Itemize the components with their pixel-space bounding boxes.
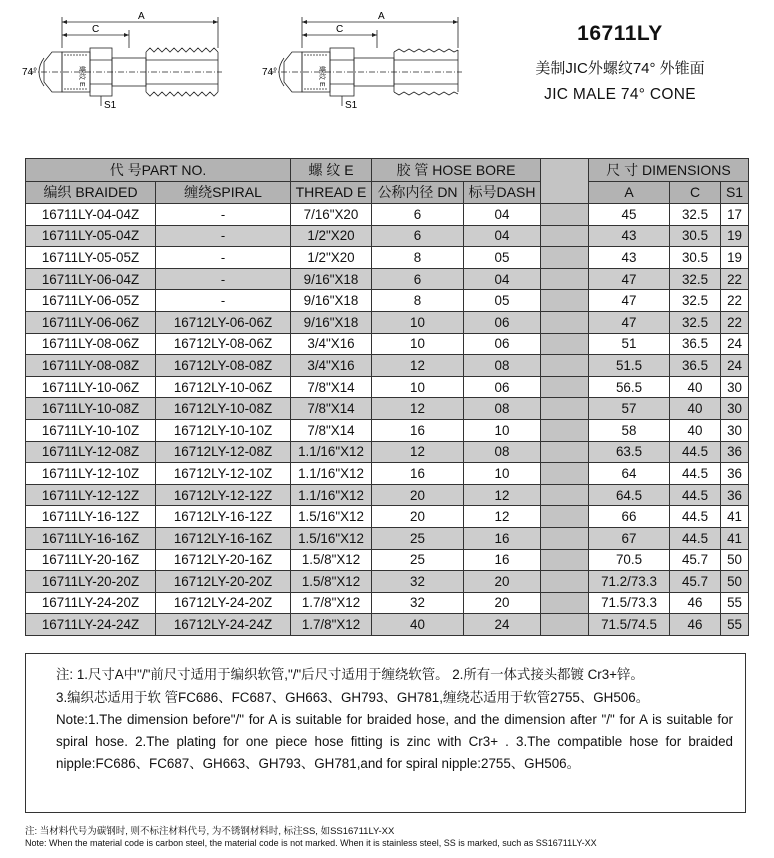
cell-thread: 1.1/16"X12	[291, 463, 372, 485]
cell-c: 44.5	[670, 484, 721, 506]
cell-blank	[541, 247, 589, 269]
cell-spiral: 16712LY-20-20Z	[156, 571, 291, 593]
cell-thread: 7/8"X14	[291, 398, 372, 420]
braided-fitting-drawing	[22, 8, 227, 118]
cell-spiral: -	[156, 204, 291, 226]
svg-text:C: C	[336, 24, 344, 35]
cell-dn: 12	[372, 441, 464, 463]
svg-text:C: C	[92, 24, 100, 35]
cell-spiral: -	[156, 225, 291, 247]
spec-table	[25, 158, 749, 636]
cell-a: 51.5	[589, 355, 670, 377]
cell-s1: 36	[721, 441, 749, 463]
cell-braided: 16711LY-20-20Z	[26, 571, 156, 593]
cell-braided: 16711LY-10-08Z	[26, 398, 156, 420]
cell-spiral: 16712LY-12-12Z	[156, 484, 291, 506]
cell-thread: 7/8"X14	[291, 419, 372, 441]
cell-s1: 30	[721, 419, 749, 441]
svg-text:螺纹 E: 螺纹 E	[318, 66, 325, 87]
cell-thread: 1/2"X20	[291, 247, 372, 269]
table-row	[26, 376, 749, 398]
cell-s1: 41	[721, 506, 749, 528]
cell-c: 30.5	[670, 225, 721, 247]
cell-c: 40	[670, 419, 721, 441]
cell-blank	[541, 311, 589, 333]
table-row	[26, 268, 749, 290]
cell-s1: 19	[721, 225, 749, 247]
cell-dn: 40	[372, 614, 464, 636]
cell-blank	[541, 527, 589, 549]
cell-spiral: 16712LY-16-12Z	[156, 506, 291, 528]
cell-thread: 1.7/8"X12	[291, 614, 372, 636]
cell-thread: 3/4"X16	[291, 333, 372, 355]
cell-spiral: 16712LY-08-08Z	[156, 355, 291, 377]
svg-text:74°: 74°	[262, 67, 278, 78]
cell-a: 67	[589, 527, 670, 549]
cell-c: 45.7	[670, 549, 721, 571]
header-blank	[541, 159, 589, 204]
cell-c: 40	[670, 376, 721, 398]
cell-spiral: 16712LY-12-08Z	[156, 441, 291, 463]
page-title: 16711LY	[577, 22, 663, 45]
cell-spiral: -	[156, 290, 291, 312]
cell-thread: 9/16"X18	[291, 290, 372, 312]
spiral-fitting-drawing	[262, 8, 467, 118]
cell-braided: 16711LY-16-16Z	[26, 527, 156, 549]
header-a: A	[589, 181, 670, 204]
header-thread-en: THREAD E	[291, 181, 372, 204]
cell-a: 43	[589, 247, 670, 269]
cell-dash: 05	[464, 290, 541, 312]
cell-dash: 05	[464, 247, 541, 269]
cell-s1: 22	[721, 268, 749, 290]
header-part-no: 代 号PART NO.	[26, 159, 291, 182]
cell-thread: 9/16"X18	[291, 268, 372, 290]
cell-braided: 16711LY-04-04Z	[26, 204, 156, 226]
cell-blank	[541, 398, 589, 420]
cell-s1: 41	[721, 527, 749, 549]
cell-spiral: 16712LY-12-10Z	[156, 463, 291, 485]
cell-c: 32.5	[670, 290, 721, 312]
subtitle-chinese: 美制JIC外螺纹74° 外锥面	[535, 60, 705, 77]
cell-a: 47	[589, 290, 670, 312]
cell-dash: 08	[464, 355, 541, 377]
cell-a: 63.5	[589, 441, 670, 463]
cell-braided: 16711LY-20-16Z	[26, 549, 156, 571]
cell-c: 32.5	[670, 204, 721, 226]
cell-s1: 36	[721, 463, 749, 485]
cell-thread: 7/16"X20	[291, 204, 372, 226]
cell-c: 40	[670, 398, 721, 420]
cell-dash: 12	[464, 506, 541, 528]
cell-blank	[541, 333, 589, 355]
cell-a: 66	[589, 506, 670, 528]
table-row	[26, 484, 749, 506]
cell-spiral: 16712LY-24-24Z	[156, 614, 291, 636]
cell-thread: 1.7/8"X12	[291, 592, 372, 614]
cell-c: 45.7	[670, 571, 721, 593]
cell-dash: 10	[464, 419, 541, 441]
footer-note-en: Note: When the material code is carbon steel, the material code is not marked. When it is stainless steel, SS is marked, such as SS16711LY-XX	[25, 838, 597, 848]
cell-blank	[541, 419, 589, 441]
cell-braided: 16711LY-08-06Z	[26, 333, 156, 355]
cell-dn: 8	[372, 247, 464, 269]
svg-text:螺纹 E: 螺纹 E	[78, 66, 85, 87]
cell-dash: 08	[464, 398, 541, 420]
cell-braided: 16711LY-05-05Z	[26, 247, 156, 269]
cell-blank	[541, 204, 589, 226]
cell-dn: 25	[372, 549, 464, 571]
cell-a: 71.5/73.3	[589, 592, 670, 614]
cell-dn: 6	[372, 225, 464, 247]
cell-s1: 30	[721, 398, 749, 420]
cell-s1: 17	[721, 204, 749, 226]
cell-c: 44.5	[670, 506, 721, 528]
cell-blank	[541, 549, 589, 571]
cell-blank	[541, 268, 589, 290]
header-s1: S1	[721, 181, 749, 204]
cell-spiral: 16712LY-20-16Z	[156, 549, 291, 571]
cell-spiral: 16712LY-10-10Z	[156, 419, 291, 441]
cell-dn: 32	[372, 571, 464, 593]
cell-braided: 16711LY-24-24Z	[26, 614, 156, 636]
cell-a: 56.5	[589, 376, 670, 398]
cell-dn: 8	[372, 290, 464, 312]
note-en: Note:1.The dimension before"/" for A is suitable for braided hose, and the dimension after "/" for A is suitable for spiral hose. 2.The plating for one piece hose fitting is zinc with Cr3+ . 3.The compatible hose for braided nipple:FC686、FC687、GH663、GH793、GH781,and for spiral nipple:2755、GH506。	[56, 712, 733, 771]
cell-dn: 16	[372, 419, 464, 441]
cell-s1: 24	[721, 333, 749, 355]
table-row	[26, 290, 749, 312]
cell-dn: 6	[372, 204, 464, 226]
cell-thread: 1.5/8"X12	[291, 549, 372, 571]
cell-spiral: 16712LY-06-06Z	[156, 311, 291, 333]
svg-text:74°: 74°	[22, 67, 38, 78]
cell-a: 64	[589, 463, 670, 485]
table-row	[26, 355, 749, 377]
cell-blank	[541, 463, 589, 485]
cell-dn: 32	[372, 592, 464, 614]
cell-dn: 16	[372, 463, 464, 485]
cell-dash: 10	[464, 463, 541, 485]
cell-a: 58	[589, 419, 670, 441]
cell-braided: 16711LY-08-08Z	[26, 355, 156, 377]
cell-c: 44.5	[670, 463, 721, 485]
cell-s1: 50	[721, 571, 749, 593]
cell-blank	[541, 506, 589, 528]
cell-s1: 36	[721, 484, 749, 506]
cell-a: 57	[589, 398, 670, 420]
cell-dash: 20	[464, 571, 541, 593]
footer-note-cn: 注: 当材料代号为碳钢时, 则不标注材料代号, 为不锈钢材料时, 标注SS, 如SS16711LY-XX	[25, 826, 395, 837]
cell-thread: 1.1/16"X12	[291, 441, 372, 463]
cell-braided: 16711LY-05-04Z	[26, 225, 156, 247]
subtitle-english: JIC MALE 74° CONE	[544, 86, 696, 103]
cell-a: 64.5	[589, 484, 670, 506]
cell-spiral: 16712LY-10-06Z	[156, 376, 291, 398]
cell-c: 36.5	[670, 333, 721, 355]
cell-s1: 50	[721, 549, 749, 571]
note-cn-line1: 注: 1.尺寸A中"/"前尺寸适用于编织软管,"/"后尺寸适用于缠绕软管。 2.所有一体式接头都镀 Cr3+锌。	[56, 667, 644, 682]
table-row	[26, 333, 749, 355]
table-row	[26, 463, 749, 485]
cell-c: 44.5	[670, 527, 721, 549]
table-row	[26, 398, 749, 420]
cell-spiral: 16712LY-24-20Z	[156, 592, 291, 614]
cell-blank	[541, 441, 589, 463]
cell-dash: 12	[464, 484, 541, 506]
header-dash: 标号DASH	[464, 181, 541, 204]
cell-blank	[541, 571, 589, 593]
cell-thread: 1.5/16"X12	[291, 527, 372, 549]
header-dn: 公称内径 DN	[372, 181, 464, 204]
table-row	[26, 225, 749, 247]
svg-text:S1: S1	[345, 100, 358, 111]
table-row	[26, 506, 749, 528]
cell-c: 30.5	[670, 247, 721, 269]
cell-braided: 16711LY-10-06Z	[26, 376, 156, 398]
cell-blank	[541, 355, 589, 377]
header-dimensions: 尺 寸 DIMENSIONS	[589, 159, 749, 182]
table-row	[26, 549, 749, 571]
cell-braided: 16711LY-06-06Z	[26, 311, 156, 333]
cell-c: 44.5	[670, 441, 721, 463]
cell-blank	[541, 484, 589, 506]
cell-c: 36.5	[670, 355, 721, 377]
cell-a: 71.2/73.3	[589, 571, 670, 593]
table-row	[26, 571, 749, 593]
header-thread-cn: 螺 纹 E	[291, 159, 372, 182]
cell-spiral: -	[156, 268, 291, 290]
svg-text:A: A	[378, 11, 385, 22]
table-row	[26, 441, 749, 463]
cell-blank	[541, 614, 589, 636]
cell-thread: 1.1/16"X12	[291, 484, 372, 506]
cell-s1: 22	[721, 311, 749, 333]
cell-dash: 04	[464, 268, 541, 290]
cell-c: 32.5	[670, 311, 721, 333]
header-braided: 编织 BRAIDED	[26, 181, 156, 204]
cell-dn: 25	[372, 527, 464, 549]
cell-a: 71.5/74.5	[589, 614, 670, 636]
cell-dn: 6	[372, 268, 464, 290]
table-row	[26, 592, 749, 614]
header-hose-bore: 胶 管 HOSE BORE	[372, 159, 541, 182]
cell-s1: 30	[721, 376, 749, 398]
cell-blank	[541, 592, 589, 614]
cell-thread: 1.5/16"X12	[291, 506, 372, 528]
cell-dash: 08	[464, 441, 541, 463]
cell-dn: 20	[372, 506, 464, 528]
header-spiral: 缠绕SPIRAL	[156, 181, 291, 204]
cell-a: 70.5	[589, 549, 670, 571]
cell-s1: 55	[721, 614, 749, 636]
cell-c: 46	[670, 592, 721, 614]
cell-dn: 10	[372, 311, 464, 333]
cell-dash: 24	[464, 614, 541, 636]
cell-braided: 16711LY-10-10Z	[26, 419, 156, 441]
cell-c: 32.5	[670, 268, 721, 290]
cell-braided: 16711LY-24-20Z	[26, 592, 156, 614]
cell-a: 47	[589, 268, 670, 290]
cell-c: 46	[670, 614, 721, 636]
cell-dash: 04	[464, 225, 541, 247]
cell-dash: 16	[464, 527, 541, 549]
svg-text:S1: S1	[104, 100, 117, 111]
table-row	[26, 614, 749, 636]
cell-s1: 19	[721, 247, 749, 269]
cell-blank	[541, 376, 589, 398]
cell-braided: 16711LY-06-04Z	[26, 268, 156, 290]
cell-dash: 16	[464, 549, 541, 571]
cell-dn: 20	[372, 484, 464, 506]
cell-braided: 16711LY-16-12Z	[26, 506, 156, 528]
svg-text:A: A	[138, 11, 145, 22]
cell-s1: 22	[721, 290, 749, 312]
cell-a: 43	[589, 225, 670, 247]
cell-thread: 7/8"X14	[291, 376, 372, 398]
cell-dn: 12	[372, 398, 464, 420]
table-row	[26, 527, 749, 549]
table-row	[26, 204, 749, 226]
header-c: C	[670, 181, 721, 204]
cell-a: 45	[589, 204, 670, 226]
note-cn-line2: 3.编织芯适用于软 管FC686、FC687、GH663、GH793、GH781,缠绕芯适用于软管2755、GH506。	[56, 690, 650, 705]
cell-braided: 16711LY-12-08Z	[26, 441, 156, 463]
cell-braided: 16711LY-12-10Z	[26, 463, 156, 485]
cell-a: 51	[589, 333, 670, 355]
cell-braided: 16711LY-06-05Z	[26, 290, 156, 312]
cell-dn: 10	[372, 333, 464, 355]
cell-blank	[541, 290, 589, 312]
notes-box	[25, 653, 746, 813]
cell-s1: 55	[721, 592, 749, 614]
cell-dash: 06	[464, 333, 541, 355]
table-row	[26, 247, 749, 269]
table-row	[26, 419, 749, 441]
table-row	[26, 311, 749, 333]
cell-dash: 06	[464, 376, 541, 398]
cell-dn: 10	[372, 376, 464, 398]
cell-dash: 06	[464, 311, 541, 333]
cell-spiral: 16712LY-10-08Z	[156, 398, 291, 420]
table-body	[26, 204, 749, 636]
cell-spiral: 16712LY-08-06Z	[156, 333, 291, 355]
cell-dash: 04	[464, 204, 541, 226]
cell-spiral: -	[156, 247, 291, 269]
cell-thread: 1/2"X20	[291, 225, 372, 247]
cell-thread: 1.5/8"X12	[291, 571, 372, 593]
cell-dn: 12	[372, 355, 464, 377]
cell-dash: 20	[464, 592, 541, 614]
cell-thread: 3/4"X16	[291, 355, 372, 377]
cell-blank	[541, 225, 589, 247]
cell-a: 47	[589, 311, 670, 333]
cell-braided: 16711LY-12-12Z	[26, 484, 156, 506]
cell-s1: 24	[721, 355, 749, 377]
cell-thread: 9/16"X18	[291, 311, 372, 333]
cell-spiral: 16712LY-16-16Z	[156, 527, 291, 549]
